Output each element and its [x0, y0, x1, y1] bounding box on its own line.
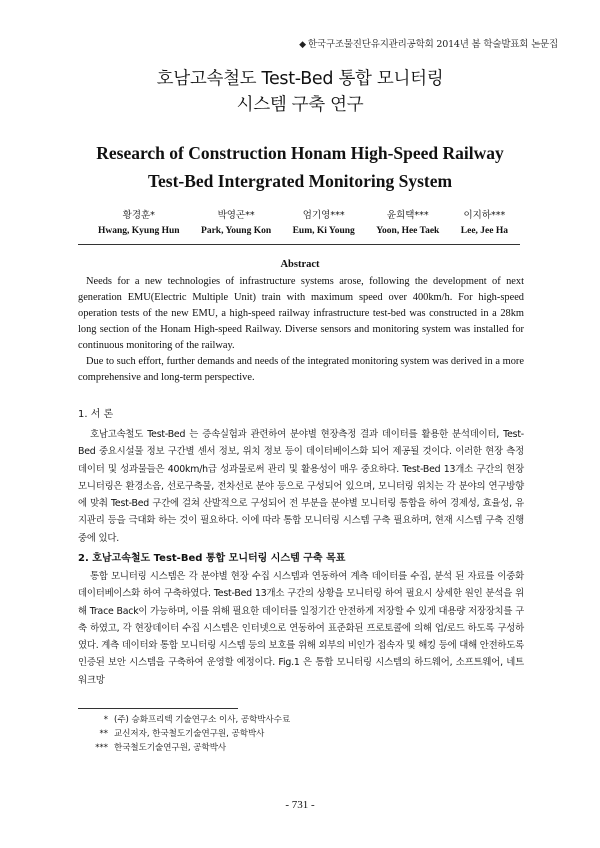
section-2-body: [78, 568, 524, 689]
body-paragraph: 통합 모니터링 시스템은 각 분야별 현장 수집 시스템과 연동하여 계측 데이터를 수집, 분석 된 자료를 이중화 데이터베이스화 하여 구축하였다. Test-Bed 13개소 구간의 상황을 모니터링 하여 필요시 상세한 원인 분석을 위해 Trace Back이 가능하며, 이를 위해 필요한 데이터를 일정기간 안전하게 저장할 수 있게 대용량 저장장치를 구축 하였고, 각 현장데이터 수집 시스템은 인터넷으로 연동하여 표준화된 프로토콜에 의해 업/로드 하도록 구성하였다. 계측 데이터와 통합 모니터링 시스템 등의 보호를 위해 외부의 비인가 접속자 및 해킹 등에 대해 안전하도록 인증된 보안 시스템을 구축하여 운영할 예정이다. Fig.1 은 통합 모니터링 시스템의 하드웨어, 소프트웨어, 네트워크망: [78, 571, 524, 686]
footnote-mark: **: [99, 729, 108, 739]
body-paragraph: 호남고속철도 Test-Bed 는 증속실험과 관련하여 분야별 현장측정 결과 데이터를 활용한 분석데이터, Test-Bed 중요시설물 정보 구간별 센서 정보, 위치 정보 등이 데이터베이스화 되어 제공될 것이다. 이러한 현장 측정 데이터 및 성과물들은 400km/h급 성과물로써 관리 및 활용성이 매우 중요하다. Test-Bed 13개소 구간의 현장모니터링은 환경소음, 선로구축물, 전차선로 분야 등으로 구성되어 있으며, 모니터링 위치는 각 분야의 연구방향에 맞춰 Test-Bed 구간에 걸쳐 산발적으로 구성되어 전 부분을 분야별 모니터링 통합을 하여 경제성, 효율성, 유지관리 등을 극대화 하는 것이 필요하다. 이에 따라 통합 모니터링 시스템 구축 필요하며, 현재 시스템 구축 진행 중에 있다.: [78, 429, 524, 544]
section-2-heading: 2. 호남고속철도 Test-Bed 통합 모니터링 시스템 구축 목표: [78, 553, 346, 564]
title-divider: [78, 244, 520, 245]
author: [293, 209, 355, 238]
author-name-en: Yoon, Hee Taek: [376, 226, 440, 236]
author-name-en: Eum, Ki Young: [292, 226, 355, 236]
author: [376, 209, 439, 238]
footnote: [86, 727, 290, 741]
author-name-ko: 황경훈*: [122, 210, 155, 221]
abstract-paragraph: Needs for a new technologies of infrastructure systems arose, following the development of next generation EMU(Electric Multiple Unit) train with maximum speed over 400km/h. For high-speed operation tests of the new EMU, a high-speed railway infrastructure test-bed was constructed in a 28km long section of the Honam High-speed Railway. Diverse sensors and monitoring system was installed for continuous monitoring of the railway.: [78, 276, 524, 351]
abstract-body: [78, 274, 524, 386]
page-number: - 731 -: [285, 799, 315, 811]
footnotes: [86, 713, 290, 755]
author: [461, 209, 508, 238]
author-list: [98, 209, 508, 238]
author-name-en: Lee, Jee Ha: [460, 226, 508, 236]
footnote: [86, 741, 290, 755]
author-name-en: Hwang, Kyung Hun: [98, 226, 180, 236]
author-name-en: Park, Young Kon: [201, 226, 272, 236]
journal-name: 한국구조물진단유지관리공학회 2014년 봄 학술발표회 논문집: [307, 39, 558, 50]
footnote-divider: [78, 708, 238, 709]
korean-title-line-2: 시스템 구축 연구: [236, 95, 364, 115]
journal-header: [299, 36, 558, 50]
footnote-text: 한국철도기술연구원, 공학박사: [114, 743, 227, 753]
abstract-paragraph: Due to such effort, further demands and needs of the integrated monitoring system was derived in a more comprehensive and long-term perspective.: [78, 356, 524, 383]
author: [98, 209, 180, 238]
author: [201, 209, 271, 238]
diamond-icon: ◆: [299, 40, 306, 50]
footnote-mark: *: [103, 715, 108, 725]
abstract-heading: Abstract: [280, 259, 320, 270]
section-1-heading: 1. 서 론: [78, 409, 114, 420]
author-name-ko: 이지하***: [463, 210, 506, 221]
footnote: [86, 713, 290, 727]
footnote-text: 교신저자, 한국철도기술연구원, 공학박사: [114, 729, 265, 739]
footnote-mark: ***: [95, 743, 108, 753]
author-name-ko: 윤희택***: [386, 210, 429, 221]
author-name-ko: 박영곤**: [217, 210, 255, 221]
footnote-text: (주) 승화프리텍 기술연구소 이사, 공학박사수료: [114, 715, 291, 725]
section-1-body: [78, 426, 524, 547]
english-title-line-1: Research of Construction Honam High-Speed Railway: [96, 143, 504, 163]
english-title-line-2: Test-Bed Intergrated Monitoring System: [147, 171, 453, 191]
english-title: [0, 139, 600, 195]
korean-title: [0, 66, 600, 118]
author-name-ko: 엄기영***: [302, 210, 345, 221]
korean-title-line-1: 호남고속철도 Test-Bed 통합 모니터링: [156, 69, 444, 89]
